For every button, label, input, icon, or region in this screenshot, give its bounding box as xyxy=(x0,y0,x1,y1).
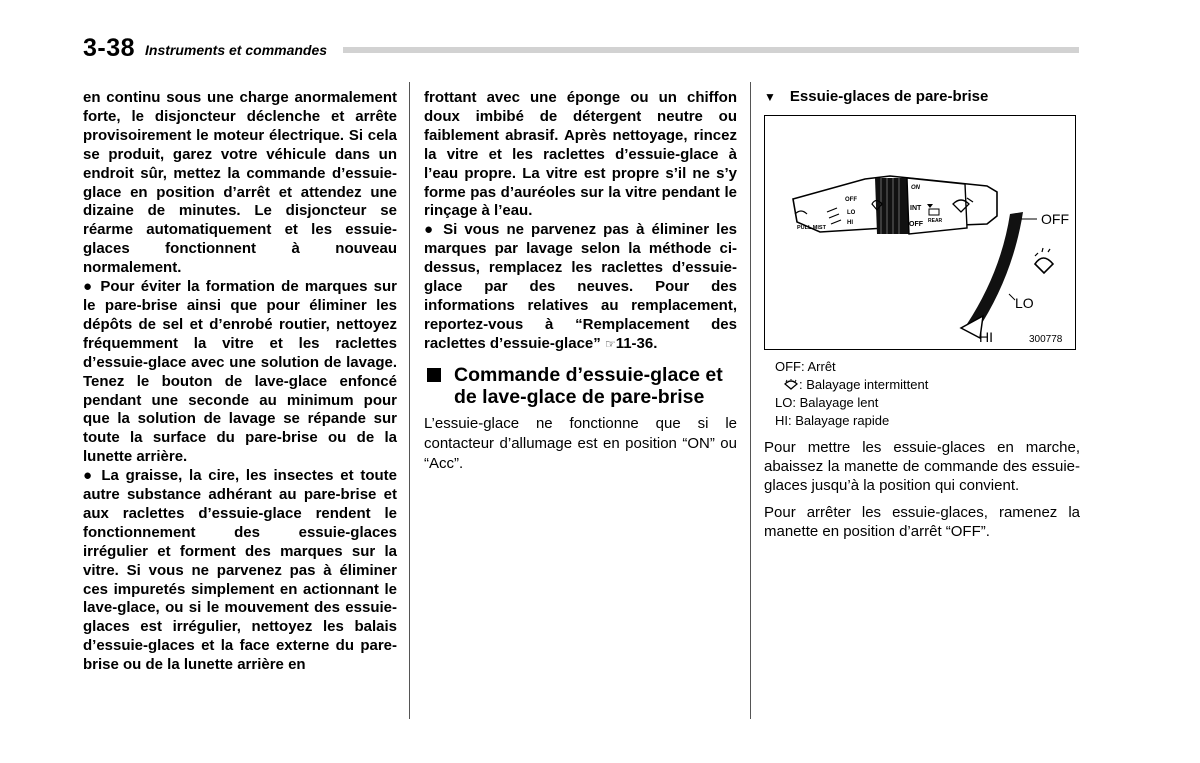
triangle-bullet-icon: ▼ xyxy=(764,90,776,104)
rear-label: REAR xyxy=(928,217,943,224)
legend-hi: HI: Balayage rapide xyxy=(775,412,890,428)
paragraph: frottant avec une éponge ou un chiffon doux imbibé de détergent neutre ou faiblement abrasif. Après nettoyage, rincez la vitre et les raclettes d’essuie-glace à l’eau propre. La vitre est propre s’il ne s’y forme pas d’auréoles sur la vitre pendant le rinçage à l’eau. xyxy=(424,89,737,220)
legend-int-row xyxy=(775,376,1080,394)
paragraph: L’essuie-glace ne fonctionne que si le contacteur d’allumage est en position “ON” ou “Acc”. xyxy=(424,414,737,472)
column-divider xyxy=(409,82,410,719)
lo-position-label: LO xyxy=(1015,294,1034,311)
page-number: 3-38 xyxy=(83,34,136,62)
legend-int: : Balayage intermittent xyxy=(799,376,929,392)
bullet-paragraph xyxy=(424,221,737,353)
position-arc xyxy=(967,212,1023,331)
section-heading xyxy=(424,364,737,408)
knob-off-label: OFF xyxy=(845,196,857,203)
intermittent-icon xyxy=(783,379,799,390)
ring-off-label: OFF xyxy=(909,220,923,228)
intermittent-icon xyxy=(1035,258,1053,273)
paragraph: Pour arrêter les essuie-glaces, ramenez la manette en position d’arrêt “OFF”. xyxy=(764,503,1080,540)
wiper-lever-illustration xyxy=(765,116,1077,351)
section-heading-text: Commande d’essuie-glace et de lave-glace de pare-brise xyxy=(454,363,723,408)
figure-legend xyxy=(764,358,1080,430)
paragraph: Pour mettre les essuie-glaces en marche, abaissez la manette de commande des essuie-glaces jusqu’à la position qui convient. xyxy=(764,438,1080,494)
wiper-control-figure xyxy=(764,115,1076,350)
bullet-paragraph: ● La graisse, la cire, les insectes et toute autre substance adhérant au pare-brise et aux raclettes d’essuie-glace rendent le fonctionnement des essuie-glaces irrégulier et forment des marques sur la vitre. Si vous ne parvenez pas à éliminer ces impuretés simplement en actionnant le lave-glace, ou si le mouvement des essuie-glaces est irrégulier, nettoyez les balais d’essuie-glaces et la face externe du pare-brise ou de la lunette arrière en xyxy=(83,467,397,674)
bullet-paragraph: ● Pour éviter la formation de marques sur le pare-brise ainsi que pour éliminer les dépôts de sel et d’enrobé routier, nettoyez fréquemment la vitre et les raclettes d’essuie-glace avec une solution de lavage. Tenez le bouton de lave-glace enfoncé pendant une seconde au minimum pour que la solution de lavage se répande sur toute la surface du pare-brise ou de la lunette arrière. xyxy=(83,278,397,466)
section-title: Instruments et commandes xyxy=(145,42,328,58)
square-bullet-icon xyxy=(427,368,441,382)
page-header xyxy=(83,34,1079,64)
paragraph-text: ● Si vous ne parvenez pas à éliminer les marques par lavage selon la méthode ci-dessus, remplacez les raclettes d’essuie-glace par des neuves. Pour des informations relatives au remplacement, reportez-vous à “Remplacement des raclettes d’essuie-glace” xyxy=(424,221,737,352)
header-rule xyxy=(343,47,1079,53)
page-ref-icon: ☞ xyxy=(604,336,616,351)
column-divider xyxy=(750,82,751,719)
pull-mist-label: PULL MIST xyxy=(797,224,826,231)
figure-heading xyxy=(764,88,1080,107)
paragraph: en continu sous une charge anormalement forte, le disjoncteur déclenche et arrête provisoirement le moteur électrique. Si cela se produit, garez votre véhicule dans un endroit sûr, mettez la commande d’essuie-glace en position d’arrêt et attendez une dizaine de minutes. Le disjoncteur se réarme automatiquement et les essuie-glaces fonctionnent à nouveau normalement. xyxy=(83,89,397,277)
knob-lo-label: LO xyxy=(847,209,856,216)
column-2 xyxy=(424,89,737,474)
off-position-label: OFF xyxy=(1041,210,1069,227)
legend-lo: LO: Balayage lent xyxy=(775,394,879,410)
column-1 xyxy=(83,89,397,675)
page-ref-link[interactable]: 11-36. xyxy=(615,334,658,352)
column-3 xyxy=(764,88,1080,541)
legend-off: OFF: Arrêt xyxy=(775,358,836,374)
figure-heading-text: Essuie-glaces de pare-brise xyxy=(789,88,989,105)
knob-hi-label: HI xyxy=(847,219,853,226)
ring-int-label: INT xyxy=(910,204,922,212)
ring-on-label: ON xyxy=(911,184,920,191)
intermittent-icon-dashes xyxy=(1035,248,1050,256)
figure-number: 300778 xyxy=(1029,333,1063,345)
hi-position-label: HI xyxy=(979,328,993,345)
